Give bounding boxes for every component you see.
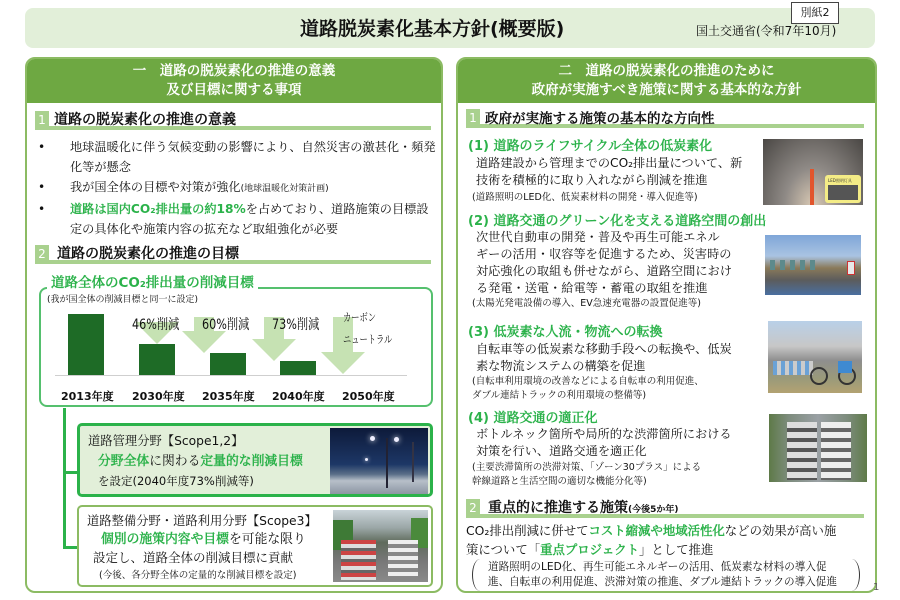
bullet-item bbox=[38, 177, 438, 199]
policy-item-title: (2) 道路交通のグリーン化を支える道路空間の創出 bbox=[468, 214, 767, 229]
year-label: 2040年度 bbox=[272, 390, 325, 403]
carbon-label-line2: ニュートラル bbox=[343, 333, 393, 346]
note-line: (自転車利用環境の改善などによる自転車の利用促進、 bbox=[472, 376, 704, 387]
scope3-line1-rest: を可能な限り bbox=[228, 532, 306, 547]
bracket-line: 進、自転車の利用促進、渋滞対策の推進、ダブル連結トラックの導入促進 bbox=[488, 576, 837, 588]
traffic-jam-photo bbox=[769, 414, 867, 482]
reduction-arrow-icon bbox=[182, 331, 226, 353]
body-line: 次世代自動車の開発・普及や再生可能エネル bbox=[476, 230, 720, 244]
bullet-item bbox=[38, 137, 438, 177]
body-line: ボトルネック箇所や局所的な渋滞箇所における bbox=[476, 427, 732, 441]
ev-charger-photo bbox=[765, 235, 861, 295]
left-heading-line1: 一 道路の脱炭素化の推進の意義 bbox=[132, 63, 336, 79]
bullet-dot: • bbox=[38, 202, 46, 216]
document-title: 道路脱炭素化基本方針(概要版) bbox=[300, 18, 565, 40]
text: などの効果が高い施 bbox=[724, 523, 837, 538]
priority-line2 bbox=[466, 540, 836, 559]
year-label: 2030年度 bbox=[132, 390, 185, 403]
bullet-highlight: 道路は国内CO₂排出量の約18% bbox=[70, 202, 246, 216]
chart-title: 道路全体のCO₂排出量の削減目標 bbox=[47, 271, 258, 291]
body-line: 対応強化の取組も併せながら、道路空間におけ bbox=[476, 264, 732, 278]
scope3-title: 道路整備分野・道路利用分野【Scope3】 bbox=[87, 514, 317, 528]
scope12-mid: に関わる bbox=[149, 454, 201, 469]
bullet-text: 我が国全体の目標や対策が強化 bbox=[70, 180, 241, 194]
scope12-title: 道路管理分野【Scope1,2】 bbox=[88, 434, 244, 448]
scope12-line2: を設定(2040年度73%削減等) bbox=[98, 474, 254, 488]
scope3-line1 bbox=[101, 531, 306, 549]
policy-item-body bbox=[476, 341, 732, 375]
scope12-line1 bbox=[98, 453, 303, 471]
section-title: 政府が実施する施策の基本的な方向性 bbox=[485, 111, 715, 127]
right-panel-heading bbox=[458, 59, 875, 103]
section-title-note: (今後5か年) bbox=[628, 505, 679, 515]
scope3-note: (今後、各分野全体の定量的な削減目標を設定) bbox=[99, 570, 297, 581]
policy-item-body bbox=[476, 229, 732, 297]
reduction-arrow-icon bbox=[321, 352, 365, 374]
bracket-line: 道路照明のLED化、再生可能エネルギーの活用、低炭素な材料の導入促 bbox=[488, 561, 827, 573]
section-number: 2 bbox=[35, 245, 49, 263]
bullet-dot: • bbox=[38, 180, 46, 194]
priority-description bbox=[466, 521, 836, 559]
significance-bullet-list bbox=[38, 137, 438, 239]
left-section2-header bbox=[35, 243, 431, 263]
ministry-date: 国土交通省(令和7年10月) bbox=[696, 24, 837, 38]
bar-2030 bbox=[139, 344, 175, 375]
annotation-2035: 60%削減 bbox=[202, 317, 250, 333]
chart-subtitle: (我が国全体の削減目標と同一に設定) bbox=[47, 295, 199, 305]
bullet-item bbox=[38, 199, 438, 239]
body-line: 技術を積極的に取り入れながら削減を推進 bbox=[476, 173, 708, 187]
body-line: 道路建設から管理までのCO₂排出量について、新 bbox=[476, 156, 743, 170]
left-heading-line2: 及び目標に関する事項 bbox=[166, 82, 302, 98]
carbon-label-line1: カーボン bbox=[343, 311, 376, 324]
annotation-2030: 46%削減 bbox=[132, 317, 180, 333]
body-line: 自転車等の低炭素な移動手段への転換や、低炭 bbox=[476, 342, 732, 356]
scope12-highlight1: 分野全体 bbox=[98, 454, 150, 469]
policy-item-note: (太陽光発電設備の導入、EV急速充電器の設置促進等) bbox=[472, 298, 701, 309]
bullet-text: を占めており、道路施策の目標設定の具体化や施策内容の拡充など取組強化が必要 bbox=[70, 202, 429, 236]
section-title bbox=[488, 497, 679, 517]
priority-line1 bbox=[466, 521, 836, 540]
body-line: 素な物流システムの構築を促進 bbox=[476, 359, 646, 373]
bike-share-photo bbox=[768, 321, 862, 393]
highlight: コスト縮減や地域活性化 bbox=[588, 523, 725, 538]
scope12-highlight2: 定量的な削減目標 bbox=[200, 454, 303, 469]
policy-item-note: (道路照明のLED化、低炭素材料の開発・導入促進等) bbox=[472, 192, 698, 203]
bar-2040 bbox=[280, 361, 316, 375]
section-title: 道路の脱炭素化の推進の目標 bbox=[57, 246, 239, 262]
bar-2035 bbox=[210, 353, 246, 375]
tunnel-led-lighting-photo bbox=[763, 139, 863, 205]
attachment-label: 別紙2 bbox=[791, 2, 839, 24]
scope3-box bbox=[77, 505, 433, 587]
text: 」として推進 bbox=[639, 542, 714, 557]
body-line: ギーの活用・収容等を促進するため、災害時の bbox=[476, 247, 732, 261]
year-label: 2013年度 bbox=[61, 390, 114, 403]
highlight: 重点プロジェクト bbox=[540, 542, 639, 557]
reduction-arrow-icon bbox=[252, 339, 296, 361]
scope12-box bbox=[77, 423, 433, 497]
priority-projects-list bbox=[488, 560, 837, 590]
section-number: 2 bbox=[466, 499, 480, 517]
annotation-2040: 73%削減 bbox=[272, 317, 320, 333]
street-lights-night-photo bbox=[330, 428, 428, 494]
right-section1-header bbox=[466, 107, 864, 127]
policy-item-title: (3) 低炭素な人流・物流への転換 bbox=[468, 325, 663, 340]
right-heading-line1: 二 道路の脱炭素化の推進のために bbox=[558, 63, 775, 79]
traffic-congestion-photo bbox=[333, 510, 428, 582]
policy-item-title: (4) 道路交通の適正化 bbox=[468, 411, 598, 426]
scope3-line2: 設定し、道路全体の削減目標に貢献 bbox=[93, 550, 294, 565]
policy-item-body bbox=[476, 155, 742, 189]
left-panel bbox=[25, 57, 443, 593]
left-section1-header bbox=[35, 109, 431, 129]
policy-item-title: (1) 道路のライフサイクル全体の低炭素化 bbox=[468, 139, 713, 154]
connector-line bbox=[63, 408, 66, 548]
policy-item-note bbox=[472, 375, 704, 403]
page-number: 1 bbox=[873, 582, 880, 593]
bullet-dot: • bbox=[38, 140, 46, 154]
text: CO₂排出削減に併せて bbox=[466, 523, 589, 538]
year-label: 2035年度 bbox=[202, 390, 255, 403]
bar-2013 bbox=[68, 314, 104, 375]
scope3-highlight: 個別の施策内容や目標 bbox=[101, 532, 229, 547]
note-line: 幹線道路と生活空間の適切な機能分化等) bbox=[472, 476, 647, 487]
text: 策について「 bbox=[466, 542, 541, 557]
note-line: (主要渋滞箇所の渋滞対策、「ゾーン30プラス」による bbox=[472, 462, 702, 473]
section-title: 道路の脱炭素化の推進の意義 bbox=[54, 112, 236, 128]
left-panel-heading bbox=[27, 59, 441, 103]
bullet-note: (地球温暖化対策計画) bbox=[240, 184, 329, 194]
policy-item-body bbox=[476, 426, 732, 460]
year-label: 2050年度 bbox=[342, 390, 395, 403]
right-panel bbox=[456, 57, 880, 593]
chart-baseline bbox=[55, 375, 407, 376]
section-number: 1 bbox=[35, 111, 49, 129]
policy-item-note bbox=[472, 461, 701, 489]
section-title-text: 重点的に推進する施策 bbox=[488, 500, 628, 516]
note-line: ダブル連結トラックの利用環境の整備等) bbox=[472, 390, 647, 401]
led-photo-label: LED照明灯具 bbox=[828, 178, 852, 183]
bullet-text: 地球温暖化に伴う気候変動の影響により、自然災害の激甚化・頻発化等が懸念 bbox=[70, 140, 436, 174]
section-number: 1 bbox=[466, 109, 480, 127]
body-line: る発電・送電・給電等・蓄電の取組を推進 bbox=[476, 281, 708, 295]
body-line: 対策を行い、道路交通を適正化 bbox=[476, 444, 647, 458]
right-section2-header bbox=[466, 497, 864, 517]
right-heading-line2: 政府が実施すべき施策に関する基本的な方針 bbox=[531, 82, 802, 98]
annotation-2050 bbox=[343, 307, 392, 351]
